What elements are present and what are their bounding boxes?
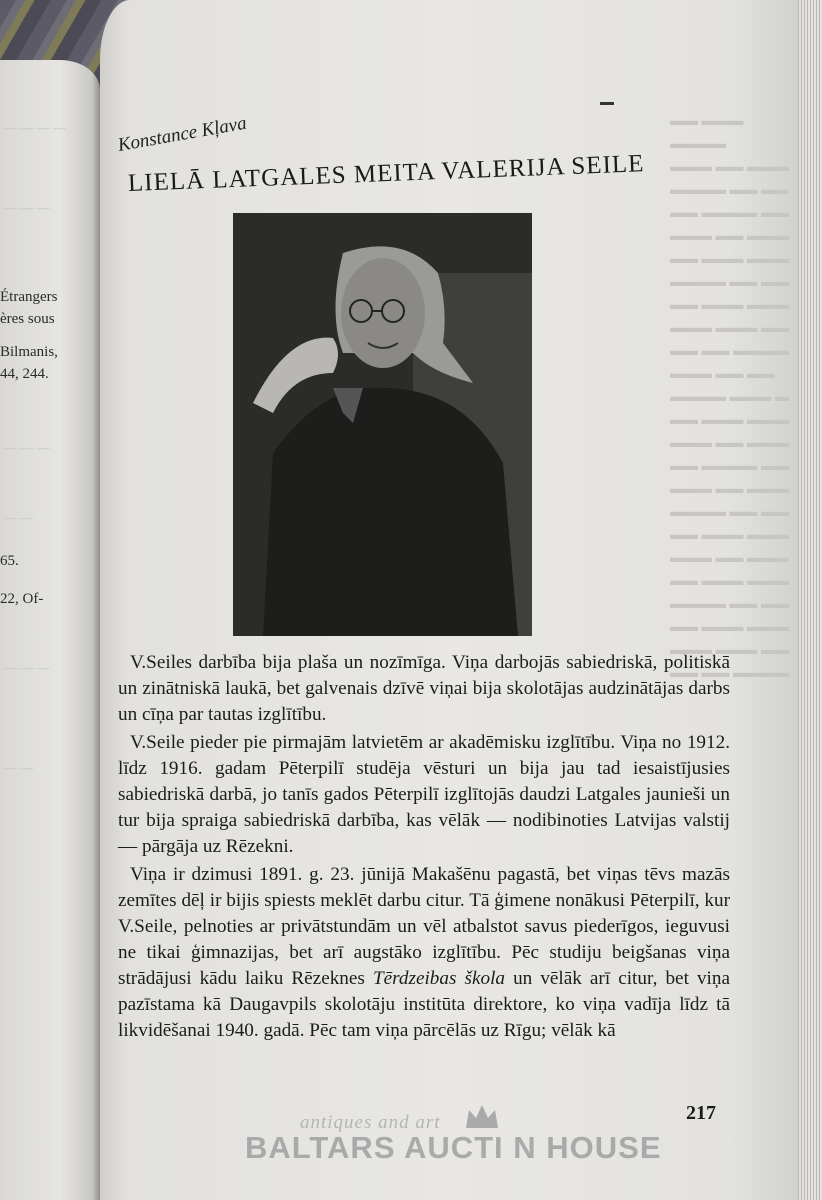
paragraph (118, 862, 730, 1044)
ghost-text: — — — — (4, 120, 66, 135)
ghost-text: — — (4, 510, 34, 525)
page-edges (798, 0, 822, 1200)
ghost-text: — — — (4, 200, 50, 215)
ghost-text: — — (4, 760, 34, 775)
article-body (118, 650, 730, 1046)
ghost-text: — — — (4, 660, 50, 675)
left-page (0, 60, 100, 1200)
paragraph-text: Viņa ir dzimusi 1891. g. 23. jūnijā Makašēnu pagastā, bet viņas tēvs mazās zemītes dēļ ir bijis spiests meklēt darbu citur. Tā ģimene nonākusi Pēterpilī, kur V.Seile, pelnoties ar privātstundām un vēl atbalstot savus piederīgos, ieguvusi ne tikai ģimnazijas, bet arī augstāko izglītību. Pēc studiju beigšanas viņa strādājusi kādu laiku Rēzeknes (118, 864, 730, 989)
crown-icon (464, 1102, 500, 1132)
article-title: LIELĀ LATGALES MEITA VALERIJA SEILE (127, 150, 645, 197)
left-fragment: Bilmanis, (0, 344, 58, 360)
left-fragment: 44, 244. (0, 366, 49, 382)
print-mark (600, 102, 614, 105)
author-name: Konstance Kļava (116, 112, 249, 157)
ghost-text: — — — (4, 440, 50, 455)
left-fragment: 65. (0, 553, 19, 569)
left-fragment: 22, Of- (0, 591, 44, 607)
watermark-brand: BALTARS AUCTI N HOUSE (245, 1130, 662, 1165)
paragraph: V.Seiles darbība bija plaša un nozīmīga. Viņa darbojās sabiedriskā, politiskā un zinātniskā laukā, bet galvenais dzīvē viņai bija skolotājas audzinātājas darbs un cīņa par tautas izglītību. (118, 652, 730, 725)
school-name: Tērdzeibas škola (372, 968, 506, 989)
portrait-illustration (233, 213, 532, 636)
left-fragment: ères sous (0, 311, 55, 327)
portrait-photo (233, 213, 532, 636)
left-fragment: Étrangers (0, 289, 58, 305)
paragraph: V.Seile pieder pie pirmajām latvietēm ar akadēmisku izglītību. Viņa no 1912. līdz 1916. gadam Pēterpilī studēja vēsturi un bija jau tad iesaistījusies sabiedriskā darbā, jo tanīs gados Pēterpilī izglītojās daudzi Latgales jaunieši un tur bija spraiga sabiedriskā darbība, kas vēlāk — nodibinoties Latvijas valstij — pārgāja uz Rēzekni. (118, 732, 730, 857)
watermark-tagline: antiques and art (300, 1112, 441, 1133)
show-through-text: ▬▬ ▬▬▬ ▬▬▬▬ ▬▬▬ ▬▬ ▬▬▬ ▬▬▬▬ ▬▬ ▬▬ ▬▬ ▬▬▬▬ ▬▬ ▬▬▬ ▬▬ ▬▬▬ ▬▬ ▬▬▬ ▬▬▬ ▬▬▬▬ ▬▬ ▬▬ ▬▬ ▬▬▬ ▬▬▬ ▬▬▬ ▬▬▬ ▬▬ ▬▬ ▬▬ ▬▬▬▬ ▬▬▬ ▬▬ ▬▬ ▬▬▬▬ ▬▬▬ ▬ ▬▬ ▬▬▬ ▬▬▬ ▬▬▬ ▬▬ ▬▬▬ ▬▬ ▬▬▬▬ ▬▬ ▬▬▬ ▬▬ ▬▬▬ ▬▬▬▬ ▬▬ ▬▬ ▬▬ ▬▬▬ ▬▬▬ ▬▬▬ ▬▬ ▬▬▬ ▬▬ ▬▬▬ ▬▬▬ ▬▬▬▬ ▬▬ ▬▬ ▬▬ ▬▬▬ ▬▬▬ ▬▬▬ ▬▬▬ ▬▬ ▬▬ ▬▬ ▬▬▬▬ (670, 114, 789, 681)
page-number: 217 (686, 1102, 716, 1124)
paragraph-text: un vēlāk arī citur, bet viņa pazīstama kā Daugavpils skolotāju institūta direktore, ko viņa vadīja līdz tā likvidēšanai 1940. gadā. Pēc tam viņa pārcēlās uz Rīgu; vēlāk kā (118, 968, 730, 1041)
right-page (100, 0, 800, 1200)
